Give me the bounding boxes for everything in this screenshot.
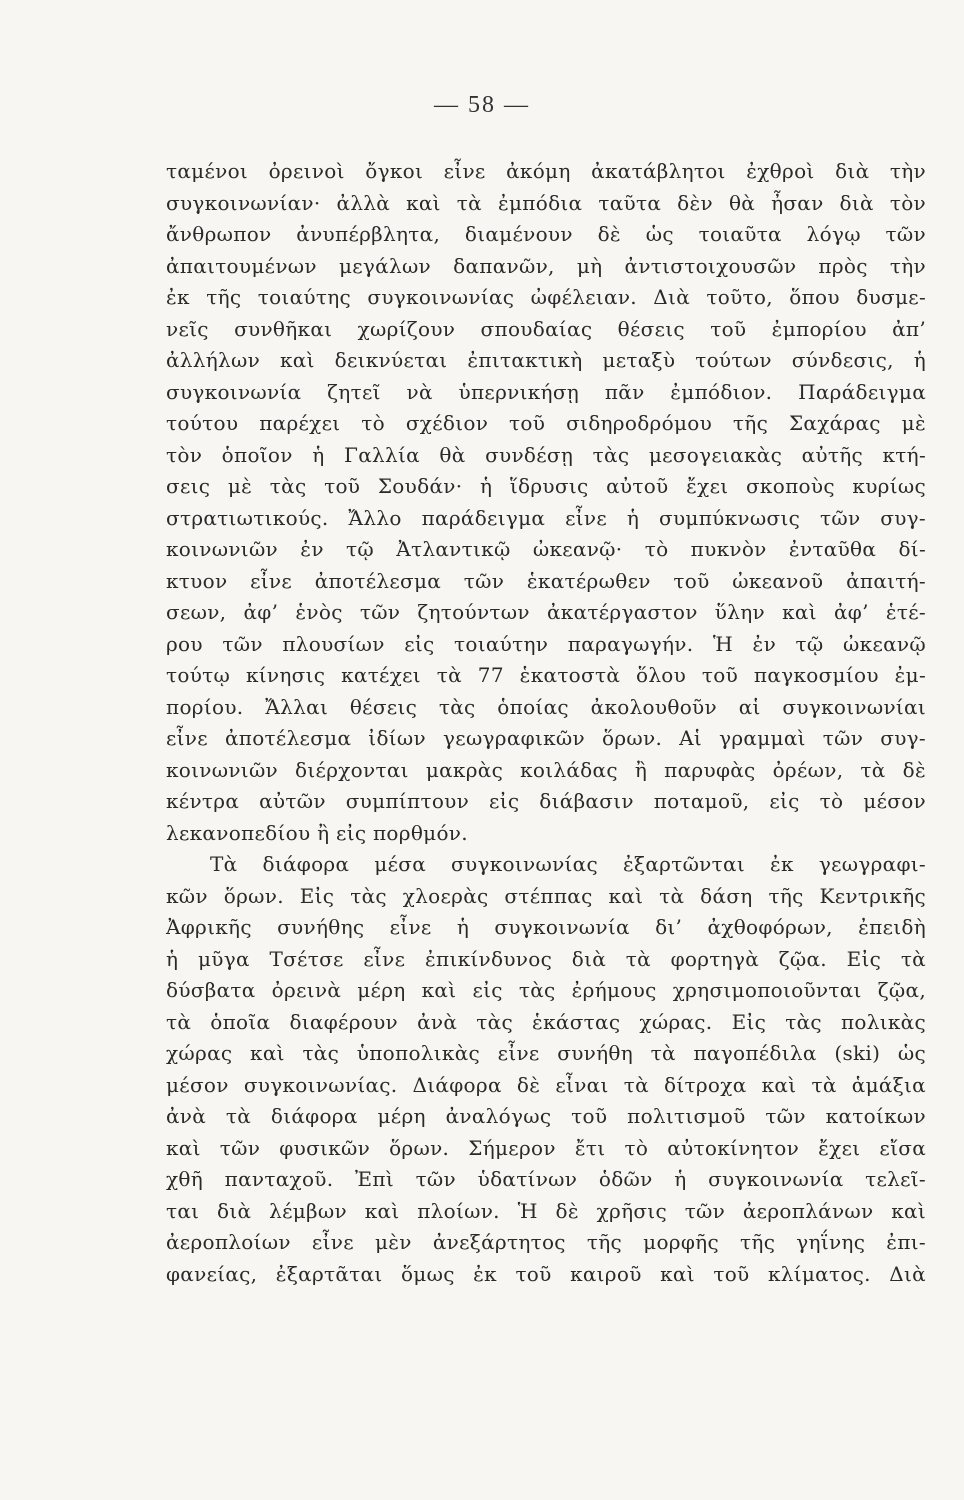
- text-line: κοινωνιῶν διέρχονται μακρὰς κοιλάδας ἢ παρυφὰς ὀρέων, τὰ δὲ: [166, 757, 926, 782]
- text-line: καὶ τῶν φυσικῶν ὅρων. Σήμερον ἔτι τὸ αὐτοκίνητον ἔχει εἴσα: [166, 1135, 926, 1160]
- paragraph-end-line: λεκανοπεδίου ἢ εἰς πορθμόν.: [166, 820, 468, 845]
- text-line: κῶν ὅρων. Εἰς τὰς χλοερὰς στέππας καὶ τὰ δάση τῆς Κεντρικῆς: [166, 883, 926, 908]
- text-line: ἀλλήλων καὶ δεικνύεται ἐπιτακτικὴ μεταξὺ τούτων σύνδεσις, ἡ: [166, 348, 926, 372]
- text-line: κοινωνιῶν ἐν τῷ Ἀτλαντικῷ ὠκεανῷ· τὸ πυκνὸν ἐνταῦθα δί-: [166, 537, 926, 561]
- paragraph-start-line: Τὰ διάφορα μέσα συγκοινωνίας ἐξαρτῶνται ἐκ γεωγραφι-: [210, 852, 926, 876]
- text-line: ἡ μῦγα Τσέτσε εἶνε ἐπικίνδυνος διὰ τὰ φορτηγὰ ζῷα. Εἰς τὰ: [166, 946, 926, 971]
- text-line: εἶνε ἀποτέλεσμα ἰδίων γεωγραφικῶν ὅρων. Αἱ γραμμαὶ τῶν συγ-: [166, 726, 926, 750]
- text-line: ἀεροπλοίων εἶνε μὲν ἀνεξάρτητος τῆς μορφῆς τῆς γηΐνης ἐπι-: [166, 1230, 926, 1254]
- text-line: τὸν ὁποῖον ἡ Γαλλία θὰ συνδέσῃ τὰς μεσογειακὰς αὐτῆς κτή-: [166, 442, 926, 467]
- text-line: στρατιωτικούς. Ἄλλο παράδειγμα εἶνε ἡ συμπύκνωσις τῶν συγ-: [166, 505, 926, 530]
- text-line: ται διὰ λέμβων καὶ πλοίων. Ἡ δὲ χρῆσις τῶν ἀεροπλάνων καὶ: [166, 1198, 926, 1223]
- text-line: κτυον εἶνε ἀποτέλεσμα τῶν ἑκατέρωθεν τοῦ ὠκεανοῦ ἀπαιτή-: [166, 568, 926, 593]
- text-line: τούτου παρέχει τὸ σχέδιον τοῦ σιδηροδρόμου τῆς Σαχάρας μὲ: [166, 411, 926, 435]
- text-line: κέντρα αὐτῶν συμπίπτουν εἰς διάβασιν ποταμοῦ, εἰς τὸ μέσον: [166, 789, 926, 813]
- text-line: συγκοινωνία ζητεῖ νὰ ὑπερνικήσῃ πᾶν ἐμπόδιον. Παράδειγμα: [166, 379, 926, 404]
- text-line: τούτῳ κίνησις κατέχει τὰ 77 ἑκατοστὰ ὅλου τοῦ παγκοσμίου ἐμ-: [166, 663, 926, 687]
- text-line: ρου τῶν πλουσίων εἰς τοιαύτην παραγωγήν. Ἡ ἐν τῷ ὠκεανῷ: [166, 631, 926, 656]
- text-line: σεων, ἀφ’ ἑνὸς τῶν ζητούντων ἀκατέργαστον ὕλην καὶ ἀφ’ ἑτέ-: [166, 600, 926, 624]
- text-line: φανείας, ἐξαρτᾶται ὅμως ἐκ τοῦ καιροῦ καὶ τοῦ κλίματος. Διὰ: [166, 1261, 926, 1286]
- text-line: μέσον συγκοινωνίας. Διάφορα δὲ εἶναι τὰ δίτροχα καὶ τὰ ἁμάξια: [166, 1072, 926, 1097]
- text-line: ἀνὰ τὰ διάφορα μέρη ἀναλόγως τοῦ πολιτισμοῦ τῶν κατοίκων: [166, 1104, 926, 1128]
- text-line: συγκοινωνίαν· ἀλλὰ καὶ τὰ ἐμπόδια ταῦτα δὲν θὰ ἦσαν διὰ τὸν: [166, 190, 926, 215]
- body-text: [166, 156, 926, 1290]
- text-line: ταμένοι ὀρεινοὶ ὄγκοι εἶνε ἀκόμη ἀκατάβλητοι ἐχθροὶ διὰ τὴν: [166, 159, 926, 183]
- text-line: ἀπαιτουμένων μεγάλων δαπανῶν, μὴ ἀντιστοιχουσῶν πρὸς τὴν: [166, 253, 926, 278]
- text-line: χθῆ πανταχοῦ. Ἐπὶ τῶν ὑδατίνων ὁδῶν ἡ συγκοινωνία τελεῖ-: [166, 1167, 926, 1191]
- text-line: ἄνθρωπον ἀνυπέρβλητα, διαμένουν δὲ ὡς τοιαῦτα λόγῳ τῶν: [166, 222, 926, 246]
- page-number: — 58 —: [434, 92, 530, 118]
- text-line: δύσβατα ὀρεινὰ μέρη καὶ εἰς τὰς ἐρήμους χρησιμοποιοῦνται ζῷα,: [166, 978, 926, 1002]
- text-line: πορίου. Ἄλλαι θέσεις τὰς ὁποίας ἀκολουθοῦν αἱ συγκοινωνίαι: [166, 694, 926, 719]
- text-line: τὰ ὁποῖα διαφέρουν ἀνὰ τὰς ἑκάστας χώρας. Εἰς τὰς πολικὰς: [166, 1009, 926, 1034]
- text-line: χώρας καὶ τὰς ὑποπολικὰς εἶνε συνήθη τὰ παγοπέδιλα (ski) ὡς: [166, 1041, 926, 1065]
- text-line: νεῖς συνθῆκαι χωρίζουν σπουδαίας θέσεις τοῦ ἐμπορίου ἀπ’: [166, 316, 926, 341]
- text-line: Ἀφρικῆς συνήθης εἶνε ἡ συγκοινωνία δι’ ἀχθοφόρων, ἐπειδὴ: [166, 915, 926, 939]
- text-line: σεις μὲ τὰς τοῦ Σουδάν· ἡ ἵδρυσις αὐτοῦ ἔχει σκοποὺς κυρίως: [166, 474, 926, 498]
- text-line: ἐκ τῆς τοιαύτης συγκοινωνίας ὠφέλειαν. Διὰ τοῦτο, ὅπου δυσμε-: [166, 285, 926, 309]
